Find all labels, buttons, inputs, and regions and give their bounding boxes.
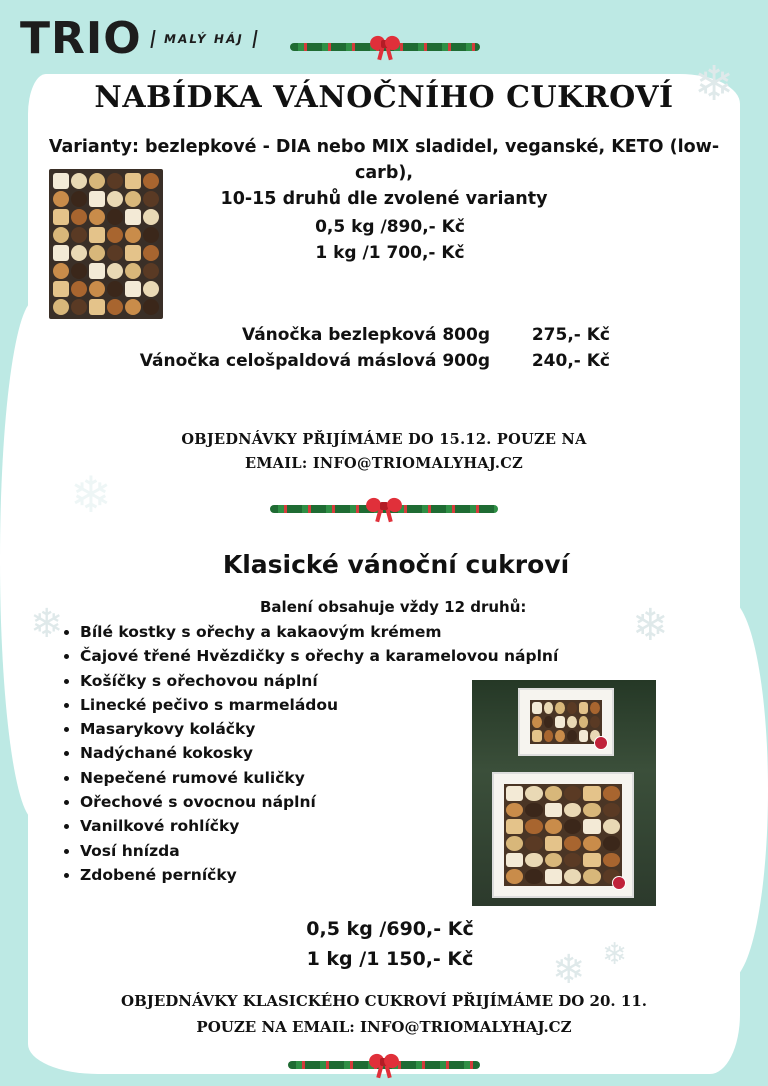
- cookie: [545, 836, 562, 851]
- cookie: [107, 227, 123, 243]
- cookie: [71, 191, 87, 207]
- cookie: [545, 819, 562, 834]
- cookie: [107, 173, 123, 189]
- cookie: [53, 227, 69, 243]
- cookie: [71, 245, 87, 261]
- cookie: [71, 209, 87, 225]
- list-item: • Bílé kostky s ořechy a kakaovým krémem: [80, 620, 558, 644]
- snowflake-icon: ❄: [552, 947, 586, 993]
- cookie: [603, 836, 620, 851]
- vanocka-name: Vánočka bezlepková 800g: [241, 325, 490, 345]
- snowflake-icon: ❄: [70, 466, 112, 524]
- order-line: OBJEDNÁVKY KLASICKÉHO CUKROVÍ PŘIJÍMÁME DO 20. 11.: [121, 992, 647, 1010]
- cookie: [564, 803, 581, 818]
- vanocka-row: [80, 348, 610, 374]
- cookie: [579, 716, 589, 728]
- cookie: [544, 702, 554, 714]
- cookie: [107, 191, 123, 207]
- cookie: [53, 173, 69, 189]
- cookie: [125, 173, 141, 189]
- price-half-kg: 0,5 kg /690,- Kč: [306, 918, 474, 940]
- list-item: • Ořechové s ovocnou náplní: [80, 790, 558, 814]
- cookie: [506, 803, 523, 818]
- cookie: [89, 263, 105, 279]
- cookie: [583, 803, 600, 818]
- cookie: [506, 853, 523, 868]
- cookie: [525, 836, 542, 851]
- cookie: [564, 869, 581, 884]
- special-cookies-photo: [49, 169, 163, 319]
- cookie: [143, 173, 159, 189]
- order-note-classic: [0, 988, 768, 1040]
- garland-icon: [290, 34, 480, 60]
- classic-cookies-photo: [472, 680, 656, 906]
- cookie: [567, 730, 577, 742]
- vanocka-price: 240,- Kč: [531, 351, 610, 371]
- cookie: [125, 299, 141, 315]
- cookie: [107, 245, 123, 261]
- cookie: [53, 245, 69, 261]
- cookie: [603, 786, 620, 801]
- cookie: [125, 209, 141, 225]
- list-item: • Zdobené perníčky: [80, 863, 558, 887]
- list-item: • Nadýchané kokosky: [80, 741, 558, 765]
- cookie: [545, 803, 562, 818]
- cookie: [544, 730, 554, 742]
- page-title: NABÍDKA VÁNOČNÍHO CUKROVÍ: [94, 80, 674, 115]
- cookie: [545, 869, 562, 884]
- cookie: [107, 263, 123, 279]
- order-line: EMAIL: INFO@TRIOMALYHAJ.CZ: [244, 455, 524, 472]
- cookie: [53, 299, 69, 315]
- cookie: [89, 227, 105, 243]
- cookie: [143, 245, 159, 261]
- order-line: OBJEDNÁVKY PŘIJÍMÁME DO 15.12. POUZE NA: [181, 431, 587, 448]
- cookie: [583, 836, 600, 851]
- cookie: [506, 786, 523, 801]
- cookie: [89, 245, 105, 261]
- cookie: [525, 803, 542, 818]
- list-item: • Nepečené rumové kuličky: [80, 766, 558, 790]
- cookie: [532, 716, 542, 728]
- snowflake-icon: ❄: [694, 56, 735, 112]
- variants-line: 10-15 druhů dle zvolené varianty: [220, 189, 548, 209]
- classic-prices: [280, 914, 500, 974]
- cookie: [125, 263, 141, 279]
- cookie: [71, 281, 87, 297]
- cookie: [525, 786, 542, 801]
- list-item: • Košíčky s ořechovou náplní: [80, 669, 558, 693]
- logo-subtitle: MALÝ HÁJ: [150, 30, 257, 48]
- cookie: [603, 853, 620, 868]
- classic-heading: Klasické vánoční cukroví: [222, 550, 570, 579]
- order-line: POUZE NA EMAIL: INFO@TRIOMALYHAJ.CZ: [196, 1018, 572, 1036]
- list-item: • Čajové třené Hvězdičky s ořechy a karamelovou náplní: [80, 644, 558, 668]
- snowflake-icon: ❄: [30, 601, 64, 647]
- price-one-kg: 1 kg /1 700,- Kč: [315, 243, 465, 263]
- cookie: [107, 299, 123, 315]
- cookie: [71, 299, 87, 315]
- cookie: [89, 209, 105, 225]
- cookie: [603, 803, 620, 818]
- cookie: [143, 209, 159, 225]
- logo-text: TRIO: [20, 13, 142, 64]
- vanocka-price: 275,- Kč: [531, 325, 610, 345]
- cookie: [583, 869, 600, 884]
- cookie: [506, 836, 523, 851]
- cookie: [89, 299, 105, 315]
- paper-edge-right: [690, 600, 768, 980]
- list-item: • Vosí hnízda: [80, 839, 558, 863]
- order-note-special: [0, 428, 768, 476]
- special-prices: [290, 214, 490, 266]
- brand-logo: [20, 14, 255, 64]
- cookie: [107, 281, 123, 297]
- cookie: [583, 786, 600, 801]
- cookie: [89, 173, 105, 189]
- cookie: [143, 191, 159, 207]
- cookie: [564, 853, 581, 868]
- cookie: [525, 853, 542, 868]
- cookie: [590, 716, 600, 728]
- cookie: [143, 299, 159, 315]
- cookie: [555, 702, 565, 714]
- vanocka-list: [80, 322, 610, 374]
- cookie: [545, 853, 562, 868]
- cookie: [525, 869, 542, 884]
- cookie: [53, 209, 69, 225]
- cookie: [53, 191, 69, 207]
- cookie: [567, 716, 577, 728]
- cookie: [583, 819, 600, 834]
- price-one-kg: 1 kg /1 150,- Kč: [306, 948, 474, 970]
- cookie: [564, 819, 581, 834]
- vanocka-row: [80, 322, 610, 348]
- vanocka-name: Vánočka celošpaldová máslová 900g: [139, 351, 490, 371]
- cookie: [564, 836, 581, 851]
- cookie: [583, 853, 600, 868]
- cookie: [125, 191, 141, 207]
- cookie: [532, 730, 542, 742]
- list-item: • Masarykovy koláčky: [80, 717, 558, 741]
- cookie: [579, 702, 589, 714]
- cookie: [532, 702, 542, 714]
- cookie: [603, 819, 620, 834]
- snowflake-icon: ❄: [632, 600, 669, 651]
- cookie: [579, 730, 589, 742]
- cookie-box-large: [492, 772, 634, 898]
- cookie: [125, 227, 141, 243]
- cookie: [143, 281, 159, 297]
- cookie: [506, 819, 523, 834]
- cookie: [71, 263, 87, 279]
- package-note: Balení obsahuje vždy 12 druhů:: [260, 598, 527, 616]
- cookie: [143, 227, 159, 243]
- cookie: [567, 702, 577, 714]
- list-item: • Linecké pečivo s marmeládou: [80, 693, 558, 717]
- cookie: [53, 263, 69, 279]
- cookie: [125, 281, 141, 297]
- cookie: [89, 191, 105, 207]
- cookie: [143, 263, 159, 279]
- cookie: [71, 173, 87, 189]
- cookie: [89, 281, 105, 297]
- cookie: [544, 716, 554, 728]
- price-half-kg: 0,5 kg /890,- Kč: [315, 217, 465, 237]
- cookie: [525, 819, 542, 834]
- garland-icon: [270, 496, 498, 522]
- cookie: [71, 227, 87, 243]
- cookie-box-small: [518, 688, 614, 756]
- cookie: [506, 869, 523, 884]
- cookie: [53, 281, 69, 297]
- cookie: [545, 786, 562, 801]
- garland-icon: [288, 1052, 480, 1078]
- cookie: [107, 209, 123, 225]
- variants-line: Varianty: bezlepkové - DIA nebo MIX sladidel, veganské, KETO (low-carb),: [48, 137, 720, 183]
- snowflake-icon: ❄: [602, 937, 628, 972]
- cookie: [590, 702, 600, 714]
- cookie: [555, 716, 565, 728]
- cookie: [125, 245, 141, 261]
- list-item: • Vanilkové rohlíčky: [80, 814, 558, 838]
- cookie: [564, 786, 581, 801]
- cookie: [555, 730, 565, 742]
